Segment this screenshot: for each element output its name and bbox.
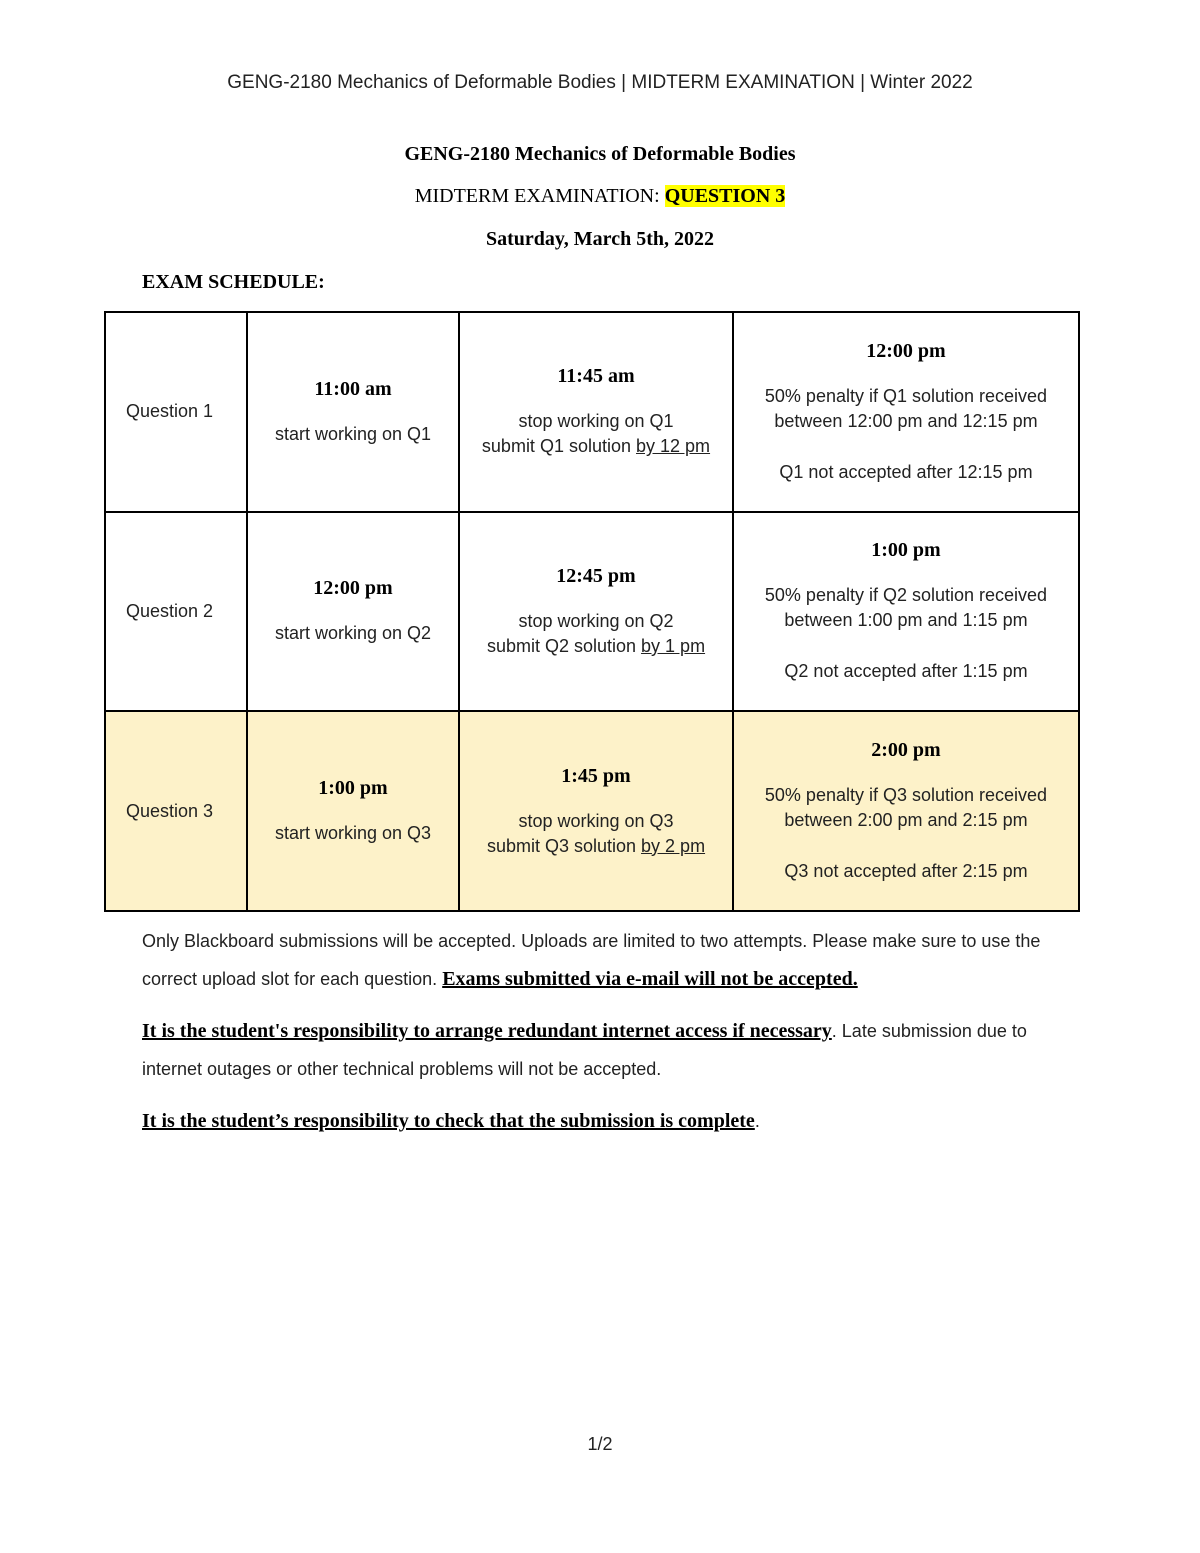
submit-text: submit Q1 solution [481,436,631,457]
penalty-window: between 2:00 pm and 2:15 pm [784,810,1028,831]
penalty-time: 1:00 pm [871,539,941,562]
start-time: 1:00 pm [318,777,388,800]
start-text: start working on Q1 [274,423,432,444]
submit-line [468,834,724,859]
schedule-table [104,311,1080,912]
note-complete [142,1102,1072,1140]
note-blackboard-text: Only Blackboard submissions will be accepted. Uploads are limited to two attempts. Please make sure to use the correct upload slot for each question. [142,931,1041,989]
start-time: 11:00 am [314,377,392,400]
penalty-time: 12:00 pm [866,339,946,362]
stop-text: stop working on Q2 [518,610,674,631]
note-email-warning: Exams submitted via e-mail will not be accepted. [442,968,858,990]
start-cell [247,312,459,512]
stop-cell [459,312,733,512]
exam-title [0,185,1200,208]
submit-line [468,434,724,459]
penalty-cell [733,312,1079,512]
not-accepted-text: Q1 not accepted after 12:15 pm [779,461,1033,482]
start-text: start working on Q2 [274,623,432,644]
start-cell [247,711,459,911]
note-internet-text: . Late submission due to internet outages or other technical problems will not be accepted. [142,1021,1027,1079]
stop-cell [459,512,733,712]
course-title: GENG-2180 Mechanics of Deformable Bodies [404,143,796,165]
running-header: GENG-2180 Mechanics of Deformable Bodies | MIDTERM EXAMINATION | Winter 2022 [227,72,973,93]
exam-question-highlight: QUESTION 3 [664,185,786,207]
note-blackboard [142,922,1072,998]
stop-time: 1:45 pm [561,764,631,787]
question-cell: Question 2 [105,512,247,712]
penalty-window: between 1:00 pm and 1:15 pm [784,610,1028,631]
stop-cell [459,711,733,911]
submit-text: submit Q2 solution [486,635,637,656]
penalty-time: 2:00 pm [871,739,941,762]
schedule-row-q1 [105,312,1079,512]
penalty-text: 50% penalty if Q2 solution received [764,585,1048,606]
question-cell: Question 1 [105,312,247,512]
penalty-cell [733,512,1079,712]
submit-line [468,634,724,659]
penalty-text: 50% penalty if Q1 solution received [764,385,1048,406]
question-cell: Question 3 [105,711,247,911]
schedule-label: EXAM SCHEDULE: [142,271,325,293]
stop-time: 11:45 am [557,365,635,388]
note-complete-bold: It is the student’s responsibility to check that the submission is complete [142,1110,755,1132]
submit-text: submit Q3 solution [486,835,637,856]
penalty-window: between 12:00 pm and 12:15 pm [774,410,1038,431]
page-number: 1/2 [587,1434,613,1454]
note-complete-text: . [754,1111,760,1131]
schedule-row-q3 [105,711,1079,911]
not-accepted-text: Q3 not accepted after 2:15 pm [784,861,1028,882]
note-internet [142,1012,1072,1088]
stop-time: 12:45 pm [556,564,636,587]
exam-title-prefix: MIDTERM EXAMINATION: [414,185,660,207]
penalty-cell [733,711,1079,911]
submit-deadline: by 12 pm [636,436,711,457]
schedule-row-q2 [105,512,1079,712]
start-time: 12:00 pm [313,577,393,600]
penalty-text: 50% penalty if Q3 solution received [764,785,1048,806]
stop-text: stop working on Q3 [518,810,674,831]
not-accepted-text: Q2 not accepted after 1:15 pm [784,661,1028,682]
exam-date: Saturday, March 5th, 2022 [486,228,714,250]
submit-deadline: by 2 pm [641,835,706,856]
stop-text: stop working on Q1 [518,411,674,432]
start-cell [247,512,459,712]
start-text: start working on Q3 [274,823,432,844]
submit-deadline: by 1 pm [641,635,706,656]
note-internet-bold: It is the student's responsibility to arrange redundant internet access if necessary [142,1020,832,1042]
